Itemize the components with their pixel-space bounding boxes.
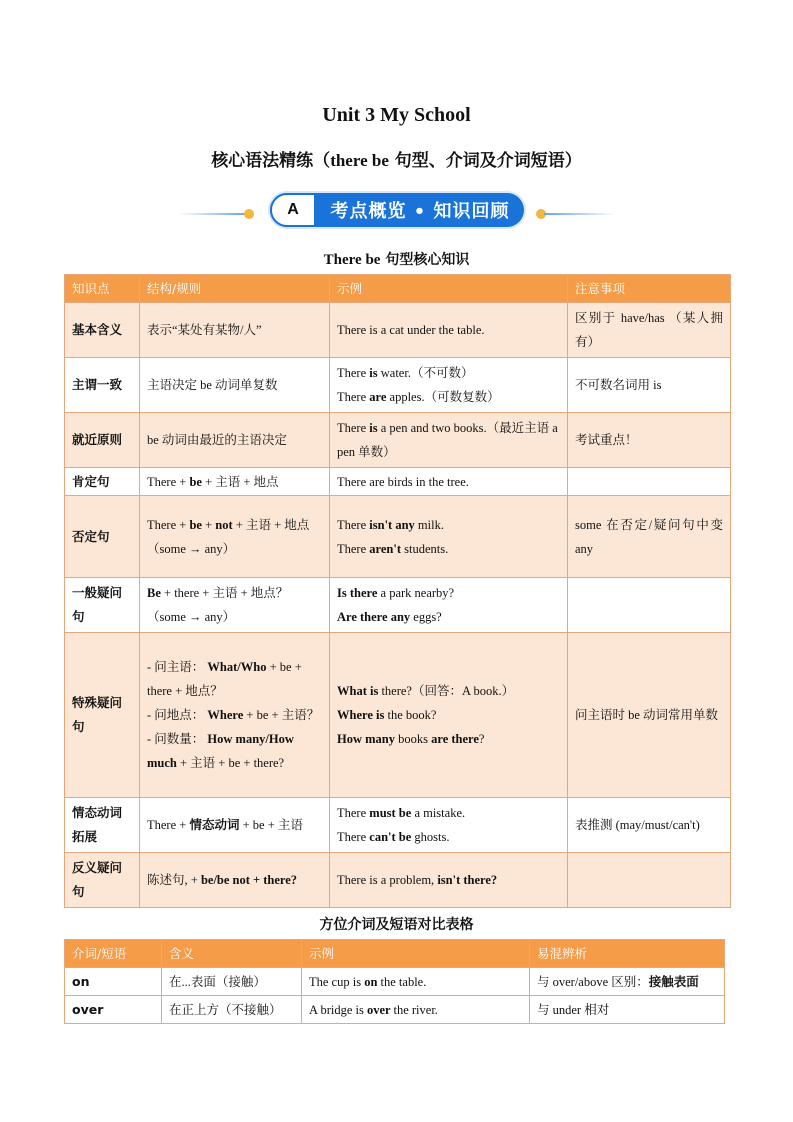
header-cell: 含义	[162, 940, 302, 968]
section-banner	[270, 193, 524, 227]
note-cell: 表推测 (may/must/can't)	[568, 798, 731, 853]
table-row	[65, 853, 731, 908]
example-line: How many books are there?	[337, 732, 485, 746]
table-header-row	[65, 940, 725, 968]
table-row	[65, 303, 731, 358]
rule-line: Be + there + 主语 + 地点？	[147, 586, 289, 600]
note-cell	[568, 853, 731, 908]
table-row	[65, 496, 731, 578]
rule-cell: 表示“某处有某物/人”	[140, 303, 330, 358]
rule-line: （some → any）	[147, 610, 236, 624]
example-cell	[330, 578, 568, 633]
banner-line-left	[178, 213, 246, 215]
point-cell: 反义疑问句	[65, 853, 140, 908]
header-cell: 知识点	[65, 275, 140, 303]
example-line: There aren't students.	[337, 541, 449, 556]
note-cell	[568, 468, 731, 496]
page-title: Unit 3 My School	[322, 104, 471, 126]
there-be-table	[64, 274, 731, 908]
point-cell: 特殊疑问句	[65, 633, 140, 798]
note-cell: 与 under 相对	[530, 996, 725, 1024]
rule-cell	[140, 578, 330, 633]
example-line: Is there a park nearby?	[337, 586, 455, 600]
header-cell: 结构/规则	[140, 275, 330, 303]
rule-line: - 问主语： What/Who + be + there + 地点？	[147, 660, 302, 698]
point-cell: 主谓一致	[65, 358, 140, 413]
point-cell: 情态动词拓展	[65, 798, 140, 853]
example-cell	[330, 496, 568, 578]
rule-cell: be 动词由最近的主语决定	[140, 413, 330, 468]
example-line: There must be a mistake.	[337, 806, 466, 820]
example-line: Where is the book?	[337, 708, 437, 722]
example-line: There can't be ghosts.	[337, 830, 450, 844]
point-cell: 否定句	[65, 496, 140, 578]
rule-cell	[140, 496, 330, 578]
note-cell: 问主语时 be 动词常用单数	[568, 633, 731, 798]
rule-line: （some → any）	[147, 541, 236, 556]
example-cell	[330, 358, 568, 413]
example-cell: There is a problem, isn't there?	[330, 853, 568, 908]
banner-line-right	[544, 213, 616, 215]
header-cell: 示例	[330, 275, 568, 303]
table-row	[65, 358, 731, 413]
table-row	[65, 578, 731, 633]
point-cell: 一般疑问句	[65, 578, 140, 633]
example-line: There are apples.（可数复数）	[337, 390, 500, 404]
section-banner-text: 考点概览 • 知识回顾	[330, 201, 510, 222]
example-line: What is there?（回答：A book.）	[337, 684, 515, 698]
example-cell: The cup is on the table.	[302, 968, 530, 996]
example-cell	[330, 633, 568, 798]
table1-caption-zh: 句型核心知识	[380, 252, 470, 268]
subtitle-pre: 核心语法精练（	[211, 151, 331, 171]
meaning-cell: 在...表面（接触）	[162, 968, 302, 996]
example-cell: There is a pen and two books.（最近主语 a pen 单数）	[330, 413, 568, 468]
rule-line: - 问数量： How many/How much + 主语 + be + there?	[147, 732, 294, 770]
rule-cell: There + 情态动词 + be + 主语	[140, 798, 330, 853]
header-cell: 介词/短语	[65, 940, 162, 968]
meaning-cell: 在正上方（不接触）	[162, 996, 302, 1024]
rule-line: There + be + not + 主语 + 地点	[147, 517, 310, 532]
header-cell: 易混辨析	[530, 940, 725, 968]
table-row	[65, 996, 725, 1024]
section-letter: A	[270, 193, 316, 227]
note-cell	[568, 578, 731, 633]
rule-cell: 主语决定 be 动词单复数	[140, 358, 330, 413]
subtitle-post: 句型、介词及介词短语）	[388, 151, 582, 171]
rule-line: - 问地点： Where + be + 主语？	[147, 708, 320, 722]
example-cell: There are birds in the tree.	[330, 468, 568, 496]
example-line: There is water.（不可数）	[337, 366, 474, 380]
banner-dot-left	[244, 209, 254, 219]
table-row	[65, 633, 731, 798]
table-row	[65, 468, 731, 496]
note-cell: 与 over/above 区别：接触表面	[530, 968, 725, 996]
note-cell: 考试重点！	[568, 413, 731, 468]
preposition-table	[64, 939, 725, 1024]
subtitle-en: there be	[330, 151, 389, 170]
table-row	[65, 798, 731, 853]
header-cell: 注意事项	[568, 275, 731, 303]
header-cell: 示例	[302, 940, 530, 968]
note-cell: 不可数名词用 is	[568, 358, 731, 413]
prep-cell: over	[65, 996, 162, 1024]
point-cell: 基本含义	[65, 303, 140, 358]
example-line: Are there any eggs?	[337, 610, 442, 624]
prep-cell: on	[65, 968, 162, 996]
example-cell: A bridge is over the river.	[302, 996, 530, 1024]
example-cell	[330, 798, 568, 853]
example-cell: There is a cat under the table.	[330, 303, 568, 358]
example-line: There isn't any milk.	[337, 517, 444, 532]
table-row	[65, 968, 725, 996]
rule-cell: There + be + 主语 + 地点	[140, 468, 330, 496]
table2-caption: 方位介词及短语对比表格	[319, 917, 474, 933]
rule-cell	[140, 633, 330, 798]
point-cell: 就近原则	[65, 413, 140, 468]
table1-caption-en: There be	[323, 252, 381, 268]
table1-caption	[0, 249, 793, 269]
table-row	[65, 413, 731, 468]
note-cell: 区别于 have/has （某人拥有）	[568, 303, 731, 358]
page-subtitle	[0, 146, 793, 171]
table-header-row	[65, 275, 731, 303]
note-cell: some 在否定/疑问句中变 any	[568, 496, 731, 578]
rule-cell: 陈述句, + be/be not + there?	[140, 853, 330, 908]
point-cell: 肯定句	[65, 468, 140, 496]
